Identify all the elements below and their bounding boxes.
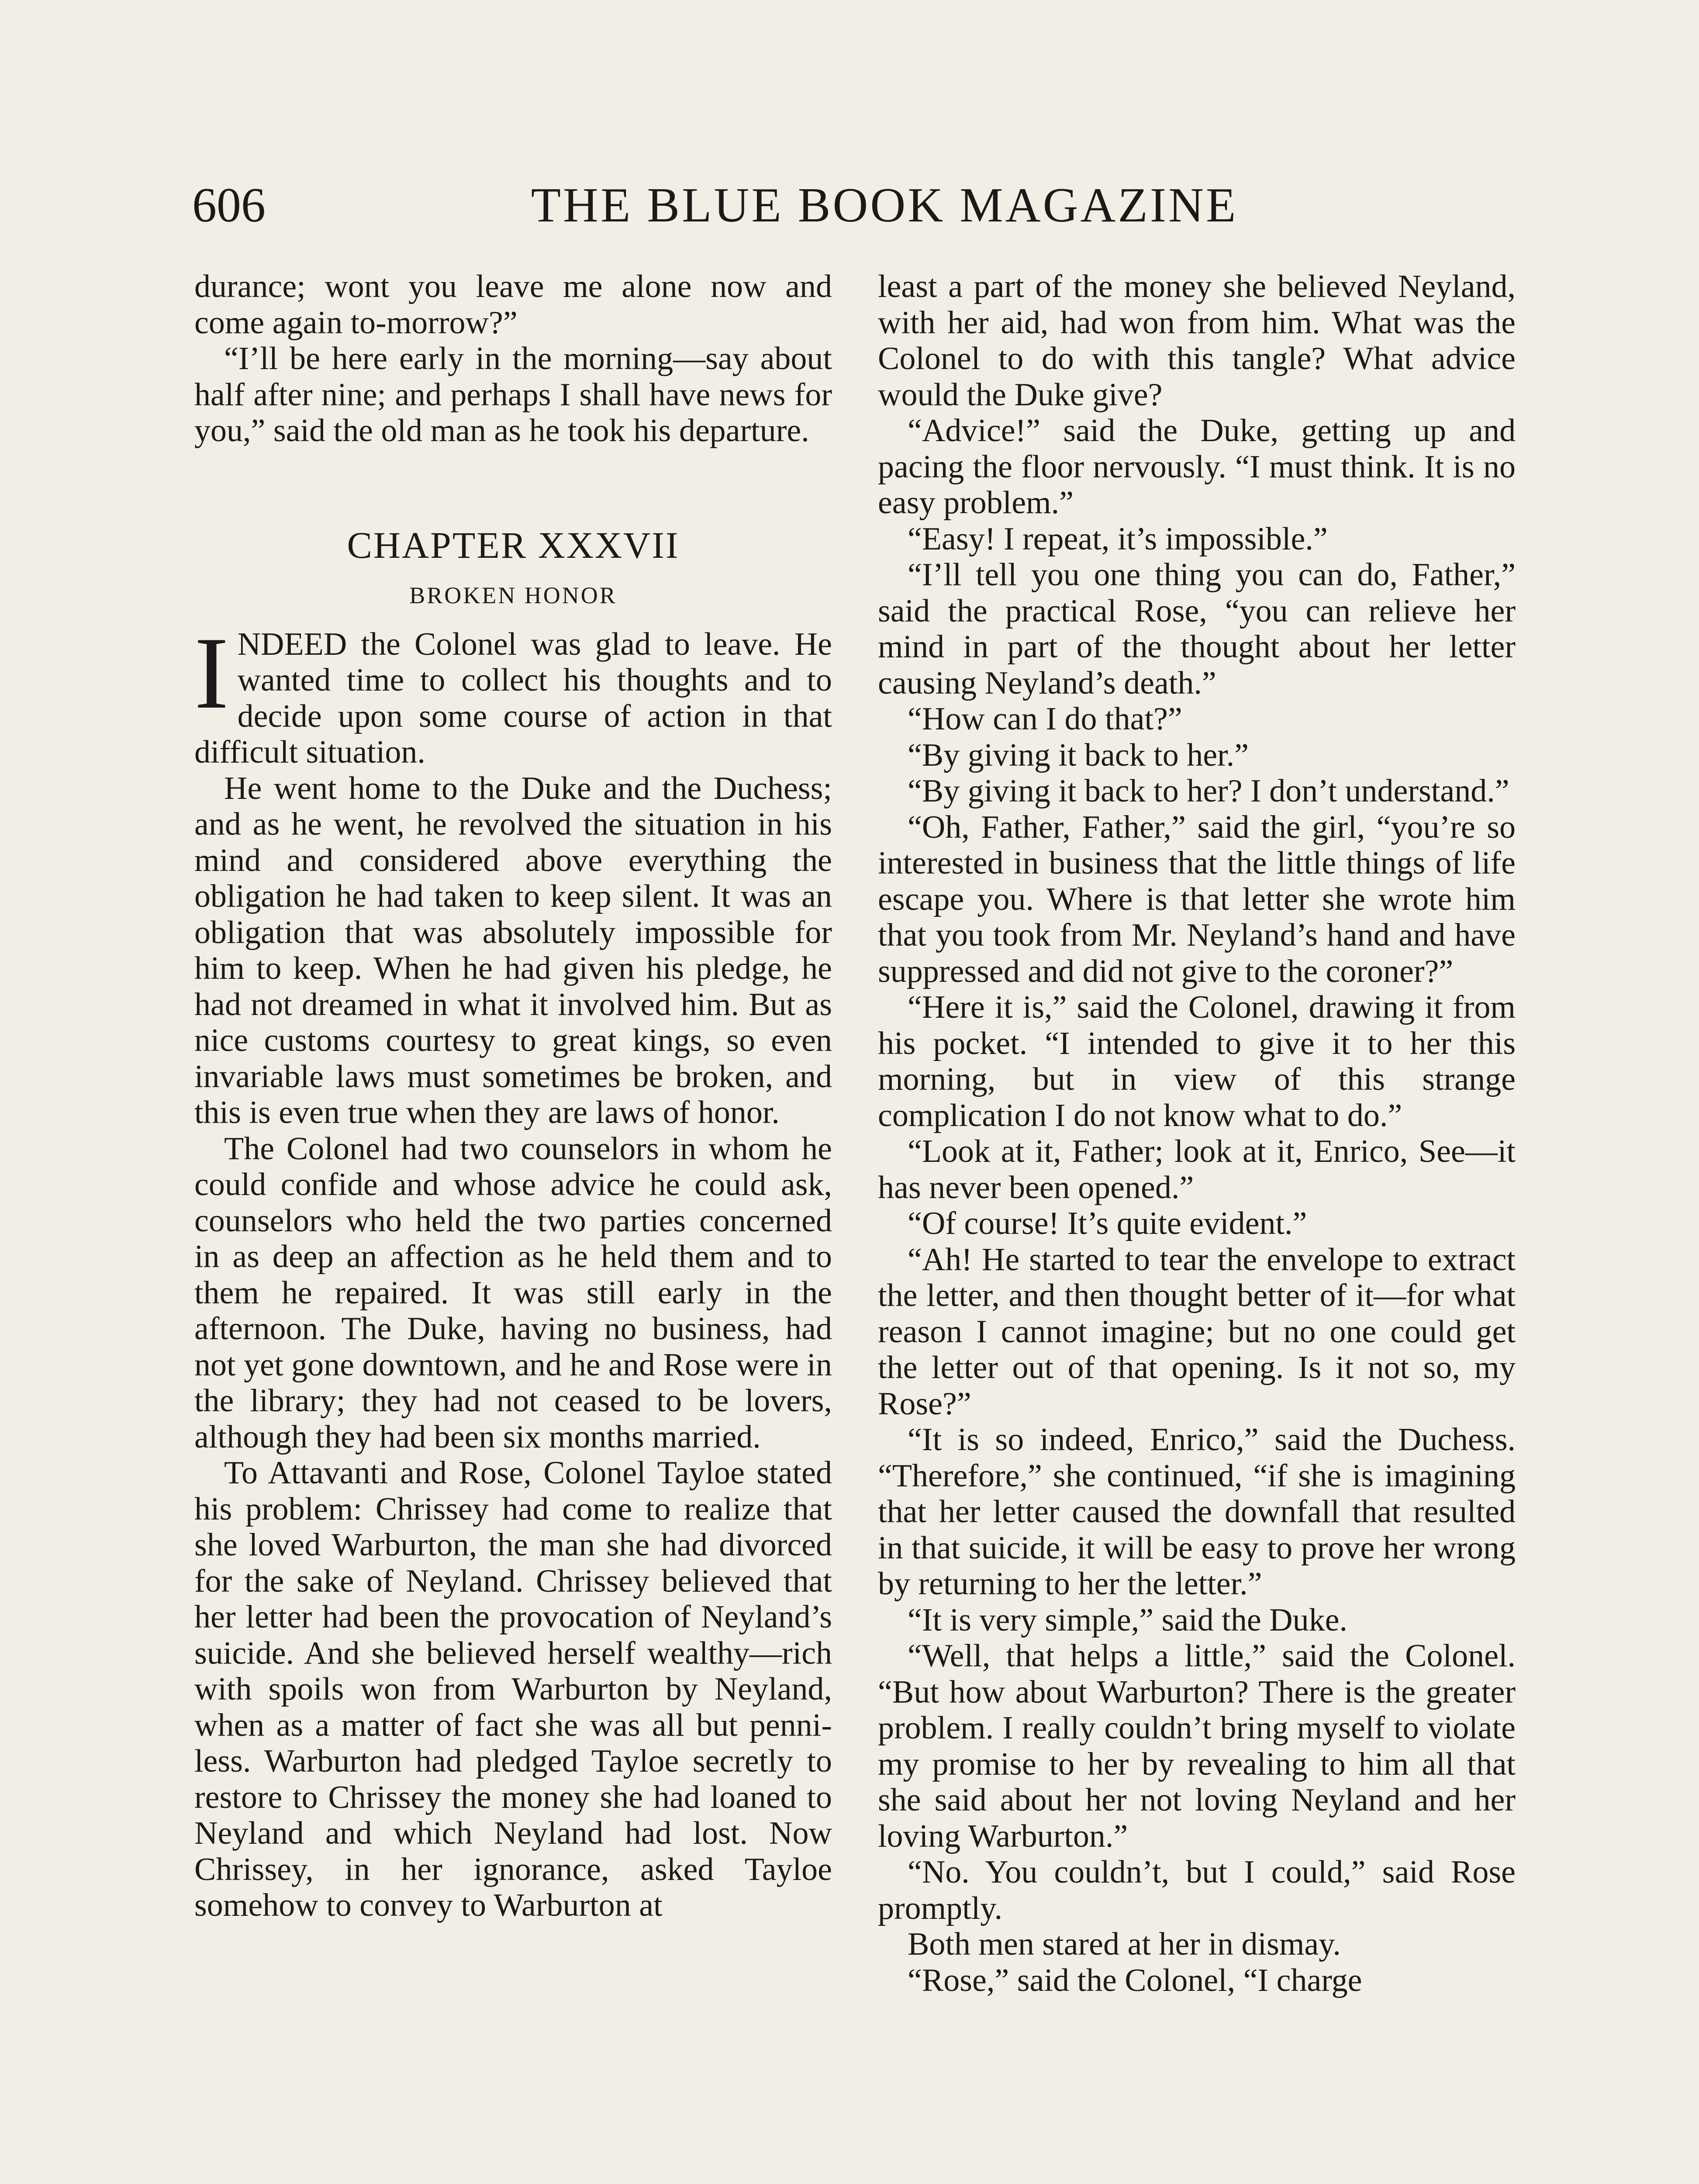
paragraph: “Look at it, Father; look at it, Enrico, See—it has never been opened.”: [878, 1133, 1516, 1206]
running-title: THE BLUE BOOK MAGAZINE: [531, 178, 1238, 232]
paragraph: “Easy! I repeat, it’s impossible.”: [908, 521, 1328, 557]
paragraph: “Of course! It’s quite evident.”: [908, 1206, 1307, 1241]
left-column: [194, 269, 832, 1924]
paragraph: least a part of the money she believed Neyland, with her aid, had won from him. What was the Colonel to do with this tangle? What advice would the Duke give?: [878, 269, 1516, 413]
paragraph: “I’ll tell you one thing you can do, Father,” said the practical Rose, “you can relieve her mind in part of the thought about her letter causing Neyland’s death.”: [878, 557, 1516, 701]
right-column: [878, 269, 1516, 1998]
drop-cap: I: [194, 616, 229, 730]
paragraph: durance; wont you leave me alone now and come again to-morrow?”: [194, 269, 832, 341]
chapter-subtitle: BROKEN HONOR: [409, 582, 617, 608]
chapter-opening: [194, 616, 832, 771]
paragraph: “Rose,” said the Colonel, “I charge: [908, 1962, 1362, 1998]
paragraph: “I’ll be here early in the morning—say about half after nine; and perhaps I shall have news for you,” said the old man as he took his departure.: [194, 341, 832, 449]
paragraph: “It is very simple,” said the Duke.: [908, 1602, 1347, 1638]
paragraph: “By giving it back to her.”: [908, 737, 1249, 773]
paragraph: “Advice!” said the Duke, getting up and pacing the floor nervously. “I must think. It is no easy problem.”: [878, 413, 1516, 521]
paragraph: “Here it is,” said the Colonel, drawing it from his pocket. “I intended to give it to her this morning, but in view of this strange complication I do not know what to do.”: [878, 989, 1516, 1133]
page-number: 606: [192, 178, 266, 232]
paragraph: “How can I do that?”: [908, 701, 1182, 737]
paragraph: NDEED the Colonel was glad to leave. He wanted time to collect his thoughts and to decide upon some course of action in that difficult situation.: [194, 626, 832, 770]
chapter-heading: CHAPTER XXXVII: [347, 524, 680, 566]
paragraph: “No. You couldn’t, but I could,” said Rose promptly.: [878, 1854, 1516, 1926]
paragraph: “Well, that helps a little,” said the Colonel. “But how about Warburton? There is the greater problem. I really couldn’t bring myself to violate my promise to her by revealing to him all that she said about her not loving Neyland and her loving Warburton.”: [878, 1638, 1516, 1854]
page-header: [192, 175, 1524, 245]
paragraph: He went home to the Duke and the Duchess; and as he went, he revolved the situation in his mind and considered above everything the obligation he had taken to keep silent. It was an obligation that was absolutely impossible for him to keep. When he had given his pledge, he had not dreamed in what it involved him. But as nice customs courtesy to great kings, so even invariable laws must sometimes be broken, and this is even true when they are laws of honor.: [194, 770, 832, 1130]
paragraph: “Oh, Father, Father,” said the girl, “you’re so interested in business that the little things of life escape you. Where is that letter she wrote him that you took from Mr. Neyland’s hand and have suppressed and did not give to the coroner?”: [878, 809, 1516, 989]
paragraph: The Colonel had two counselors in whom he could confide and whose advice he could ask, counselors who held the two parties concerned in as deep an affection as he held them and to them he repaired. It was still early in the afternoon. The Duke, having no business, had not yet gone downtown, and he and Rose were in the library; they had not ceased to be lovers, although they had been six months married.: [194, 1130, 832, 1455]
paragraph: “Ah! He started to tear the envelope to extract the letter, and then thought better of it—for what reason I cannot imagine; but no one could get the letter out of that opening. Is it not so, my Rose?”: [878, 1241, 1516, 1422]
paragraph: “By giving it back to her? I don’t understand.”: [908, 773, 1509, 809]
paragraph: Both men stared at her in dismay.: [908, 1926, 1341, 1962]
paragraph: “It is so indeed, Enrico,” said the Duchess. “Therefore,” she continued, “if she is imagining that her letter caused the downfall that resulted in that suicide, it will be easy to prove her wrong by returning to her the letter.”: [878, 1422, 1516, 1602]
paragraph: To Attavanti and Rose, Colonel Tayloe stated his problem: Chrissey had come to realize that she loved Warburton, the man she had divorced for the sake of Neyland. Chrissey believed that her letter had been the provocation of Neyland’s suicide. And she believed herself wealthy—rich with spoils won from Warburton by Neyland, when as a matter of fact she was all but penniless. Warburton had pledged Tayloe secretly to restore to Chrissey the money she had loaned to Neyland and which Neyland had lost. Now Chrissey, in her ignorance, asked Tayloe somehow to convey to Warburton at: [194, 1455, 832, 1923]
